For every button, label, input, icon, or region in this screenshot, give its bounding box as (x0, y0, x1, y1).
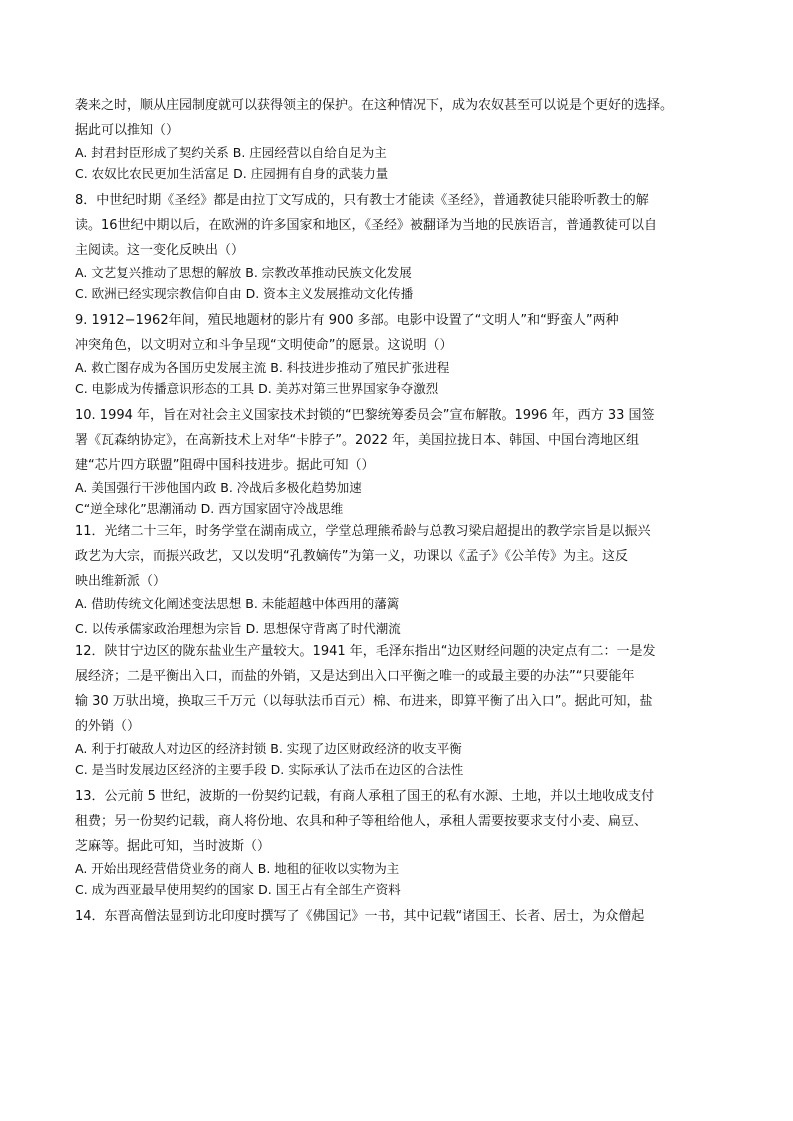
question-text-line: 主阅读。这一变化反映出（） (75, 243, 245, 258)
question-text-line: 建“芯片四方联盟”阻碍中国科技进步。据此可知（） (75, 458, 375, 473)
answer-options-cd: C. 以传承儒家政治理想为宗旨 D. 思想保守背离了时代潮流 (75, 620, 401, 636)
question-text-line: 政艺为大宗，而振兴政艺，又以发明“孔教嫡传”为第一义，功课以《孟子》《公羊传》为主。这反 (75, 549, 628, 564)
question-10 (75, 403, 723, 519)
question-text-line: 冲突角色，以文明对立和斗争呈现“文明使命”的愿景。这说明（） (75, 338, 453, 353)
answer-options-ab: A. 开始出现经营借贷业务的商人 B. 地租的征收以实物为主 (75, 861, 400, 876)
question-text-line: 据此可以推知（） (75, 123, 180, 138)
question-text-line: 署《瓦森纳协定》，在高新技术上对华“卡脖子”。2022 年，美国拉拢日本、韩国、中国台湾地区组 (75, 433, 640, 448)
answer-options-ab: A. 救亡图存成为各国历史发展主流 B. 科技进步推动了殖民扩张进程 (75, 360, 450, 375)
answer-options-cd: C“逆全球化”思潮涌动 D. 西方国家固守冷战思维 (75, 500, 344, 516)
question-text-line: 11．光绪二十三年，时务学堂在湖南成立，学堂总理熊希龄与总教习梁启超提出的教学宗旨是以振兴 (75, 524, 651, 539)
question-text-line: 10. 1994 年，旨在对社会主义国家技术封锁的“巴黎统筹委员会”宣布解散。1996 年，西方 33 国签 (75, 408, 655, 423)
question-text-line: 袭来之时，顺从庄园制度就可以获得领主的保护。在这种情况下，成为农奴甚至可以说是个更好的选择。 (75, 98, 674, 113)
question-text-line: 读。16世纪中期以后，在欧洲的许多国家和地区，《圣经》被翻译为当地的民族语言，普通教徒可以自 (75, 218, 658, 233)
answer-options-cd: C. 欧洲已经实现宗教信仰自由 D. 资本主义发展推动文化传播 (75, 285, 414, 301)
question-text-line: 展经济；二是平衡出入口，而盐的外销，又是达到出入口平衡之唯一的或最主要的办法”“只要能年 (75, 669, 635, 684)
answer-options-ab: A. 利于打破敌人对边区的经济封锁 B. 实现了边区财政经济的收支平衡 (75, 741, 462, 756)
question-text-line: 8．中世纪时期《圣经》都是由拉丁文写成的，只有教士才能读《圣经》，普通教徒只能聆听教士的解 (75, 193, 649, 208)
question-9 (75, 308, 723, 399)
answer-options-ab: A. 封君封臣形成了契约关系 B. 庄园经营以自给自足为主 (75, 145, 387, 160)
answer-options-cd: C. 是当时发展边区经济的主要手段 D. 实际承认了法币在边区的合法性 (75, 761, 464, 777)
answer-options-cd: C. 农奴比农民更加生活富足 D. 庄园拥有自身的武装力量 (75, 165, 389, 181)
question-text-line: 12．陕甘宁边区的陇东盐业生产量较大。1941 年，毛泽东指出“边区财经问题的决定点有二：一是发 (75, 644, 656, 659)
question-text-line: 映出维新派（） (75, 574, 167, 589)
question-text-line: 租费；另一份契约记载，商人将份地、农具和种子等租给他人，承租人需要按要求支付小麦、扁豆、 (75, 814, 648, 829)
question-text-line: 输 30 万驮出境，换取三千万元（以每驮法币百元）棉、布进来，即算平衡了出入口”。据此可知，盐 (75, 694, 653, 709)
question-text-line: 9. 1912−1962年间，殖民地题材的影片有 900 多部。电影中设置了“文明人”和“野蛮人”两种 (75, 313, 619, 328)
question-8 (75, 188, 723, 304)
answer-options-cd: C. 成为西亚最早使用契约的国家 D. 国王占有全部生产资料 (75, 881, 401, 897)
question-text-line: 芝麻等。据此可知，当时波斯（） (75, 839, 271, 854)
question-12 (75, 639, 723, 780)
answer-options-ab: A. 文艺复兴推动了思想的解放 B. 宗教改革推动民族文化发展 (75, 265, 412, 280)
question-11 (75, 519, 723, 639)
answer-options-ab: A. 借助传统文化阐述变法思想 B. 未能超越中体西用的藩篱 (75, 596, 400, 611)
question-text-line: 14．东晋高僧法显到访北印度时撰写了《佛国记》一书，其中记载“诸国王、长者、居士，为众僧起 (75, 909, 645, 924)
question-7-continued (75, 93, 723, 184)
answer-options-ab: A. 美国强行干涉他国内政 B. 冷战后多极化趋势加速 (75, 480, 362, 495)
question-13 (75, 784, 723, 900)
question-text-line: 的外销（） (75, 719, 141, 734)
question-14 (75, 904, 723, 929)
answer-options-cd: C. 电影成为传播意识形态的工具 D. 美苏对第三世界国家争夺激烈 (75, 380, 439, 396)
question-text-line: 13．公元前 5 世纪，波斯的一份契约记载，有商人承租了国王的私有水源、土地，并以土地收成支付 (75, 789, 655, 804)
